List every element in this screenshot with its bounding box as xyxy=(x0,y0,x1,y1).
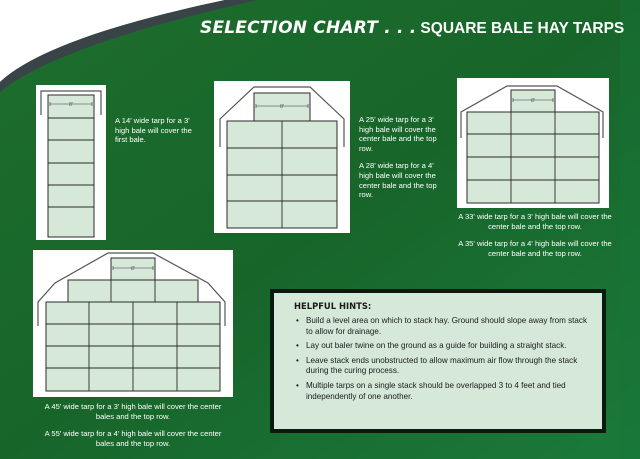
bale-stack-diagram xyxy=(457,78,609,208)
svg-text:8': 8' xyxy=(69,102,73,108)
title-main: SELECTION CHART . . . xyxy=(200,18,417,38)
svg-text:8': 8' xyxy=(280,104,284,110)
hint-item: • Leave stack ends unobstructed to allow maximum air flow through the stack during the curing process. xyxy=(296,355,578,376)
svg-text:8': 8' xyxy=(531,98,535,104)
hints-list xyxy=(294,316,588,402)
bale-stack-diagram xyxy=(33,250,233,397)
hints-heading: HELPFUL HINTS: xyxy=(294,301,372,311)
bullet-icon: • xyxy=(296,316,299,325)
bullet-icon: • xyxy=(296,355,299,365)
diagram-25-28ft-caption: A 25' wide tarp for a 3' high bale will cover the center bale and the top row. A 28' wide tarp for a 4' high bale will cover the center bale and the top row. xyxy=(359,115,437,200)
bullet-icon: • xyxy=(296,341,299,351)
bale-stack-diagram xyxy=(36,85,106,240)
bale-stack-diagram xyxy=(214,81,350,233)
svg-text:8': 8' xyxy=(131,266,135,272)
diagram-33-35ft-caption: A 33' wide tarp for a 3' high bale will cover the center bale and the top row. A 35' wide tarp for a 4' high bale will cover the center bale and the top row. xyxy=(458,212,612,258)
title-sub: SQUARE BALE HAY TARPS xyxy=(420,20,625,37)
hint-item: • Multiple tarps on a single stack should be overlapped 3 to 4 feet and tied independently of one another. xyxy=(296,380,566,401)
hint-item: • Lay out baler twine on the ground as a guide for building a straight stack. xyxy=(296,341,567,351)
helpful-hints-box xyxy=(270,289,606,433)
diagram-33-35ft-panel xyxy=(457,78,609,208)
page-title xyxy=(200,18,624,38)
diagram-45-55ft-panel xyxy=(33,250,233,397)
diagram-14ft-panel xyxy=(36,85,106,240)
hint-item: • Build a level area on which to stack hay. Ground should slope away from stack to allow for drainage. xyxy=(296,316,588,336)
diagram-45-55ft-caption: A 45' wide tarp for a 3' high bale will cover the center bales and the top row. A 55' wide tarp for a 4' high bale will cover the center bales and the top row. xyxy=(44,402,222,448)
diagram-14ft-caption: A 14' wide tarp for a 3' high bale will cover the first bale. xyxy=(115,116,192,145)
diagram-25-28ft-panel xyxy=(214,81,350,233)
bullet-icon: • xyxy=(296,380,299,390)
